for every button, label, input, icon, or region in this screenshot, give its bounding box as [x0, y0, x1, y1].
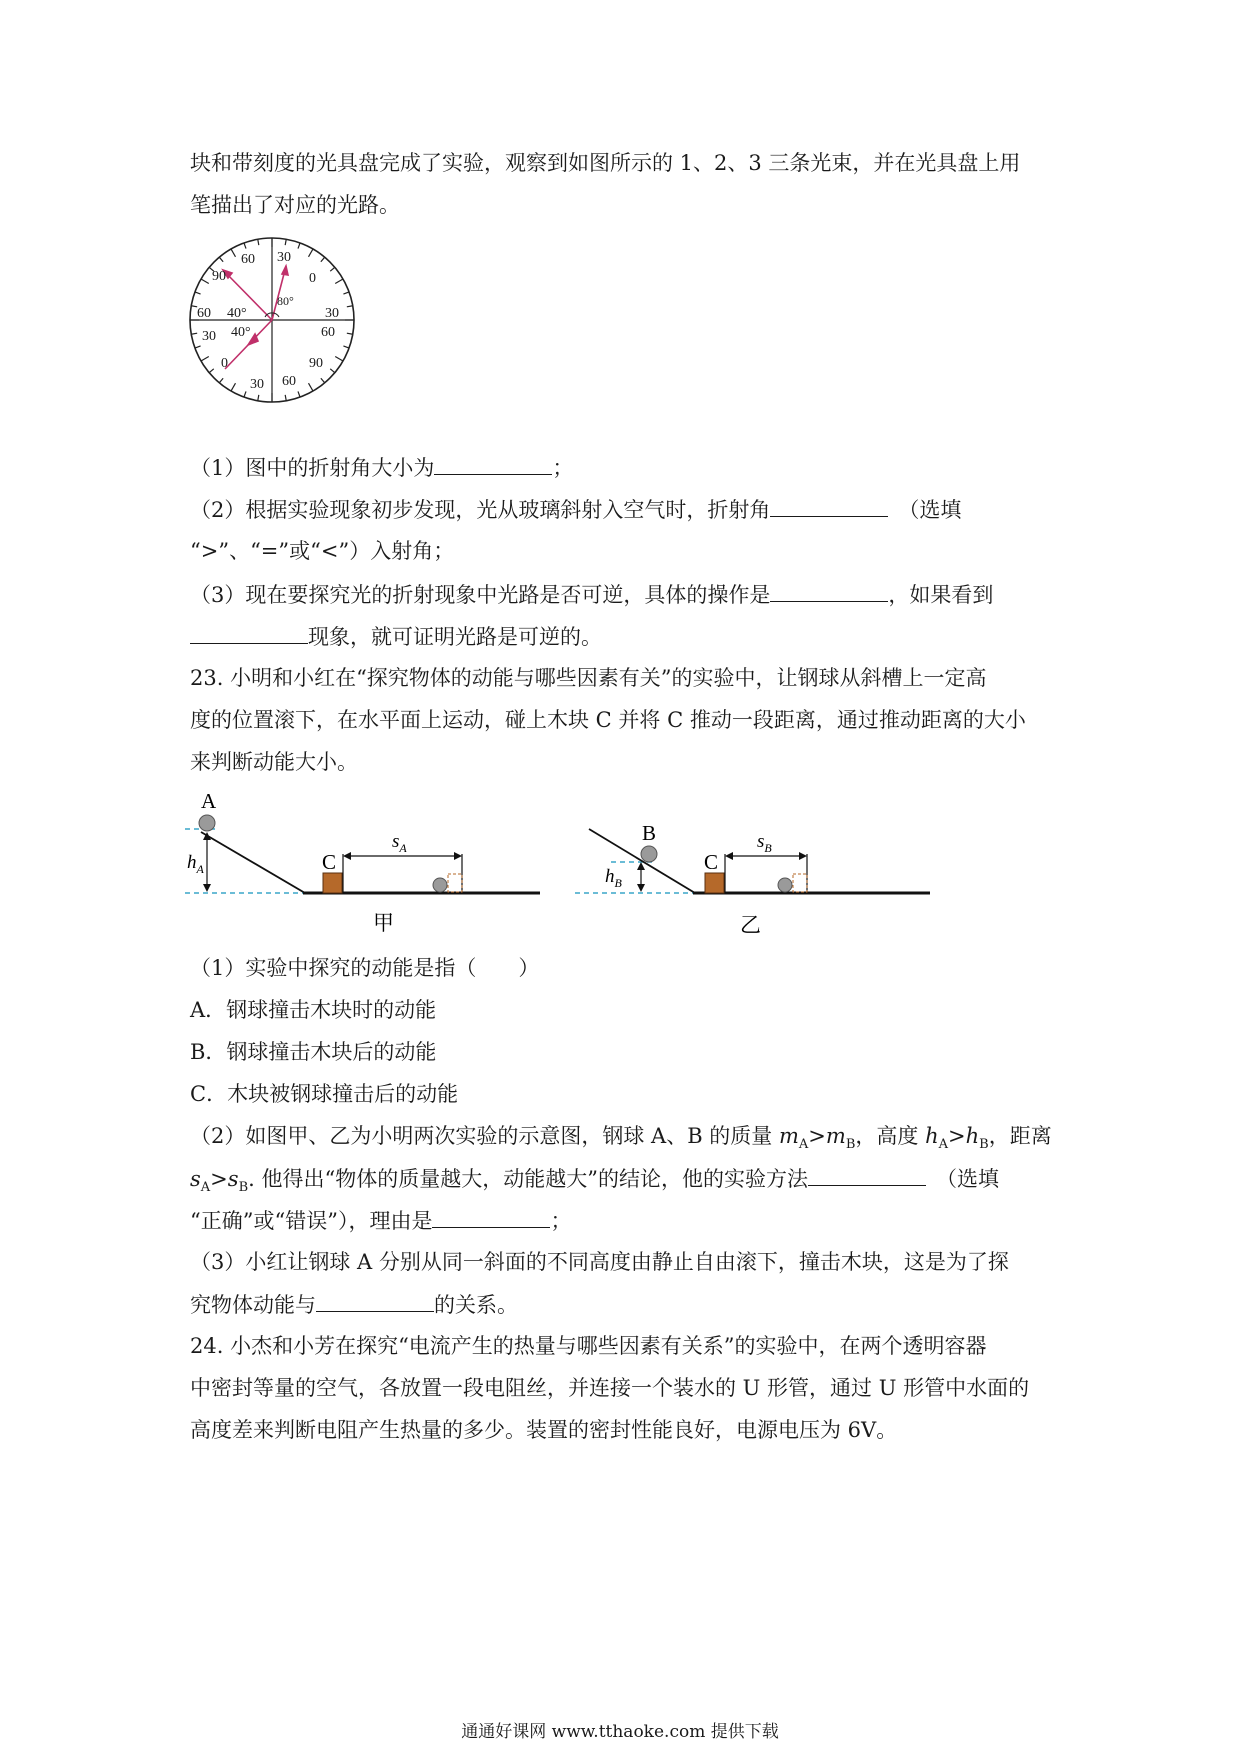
- q23-p3-text: 究物体动能与: [190, 1293, 316, 1317]
- answer-blank[interactable]: [770, 579, 888, 602]
- figure-caption: 乙: [740, 913, 761, 937]
- protractor-tick: [321, 257, 325, 262]
- q23-line-1: 23. 小明和小红在“探究物体的动能与哪些因素有关”的实验中，让钢球从斜槽上一定高: [190, 666, 987, 690]
- label-r60: 60: [321, 325, 335, 340]
- protractor-tick: [309, 383, 314, 391]
- var-h: h: [965, 1124, 980, 1148]
- figure-caption: 甲: [373, 911, 394, 935]
- distance-label: $s_B$: [757, 831, 772, 855]
- figure-yi: [575, 790, 945, 940]
- q22-p1-text: （1）图中的折射角大小为: [190, 456, 435, 480]
- label-t30: 30: [277, 250, 291, 265]
- q22-p2-tail: （选填: [898, 498, 962, 522]
- label-t60: 60: [241, 252, 255, 267]
- protractor-tick: [231, 249, 236, 257]
- var-h: h: [925, 1124, 939, 1148]
- q23-option-b[interactable]: B．钢球撞击木块后的动能: [190, 1040, 437, 1064]
- gt-sign: >: [808, 1124, 826, 1148]
- protractor-tick: [298, 391, 300, 397]
- label-l60: 60: [197, 306, 211, 321]
- answer-blank[interactable]: [432, 1205, 550, 1228]
- protractor-tick: [330, 267, 335, 271]
- q23-part3-line2: [190, 1289, 518, 1320]
- gt-sign: >: [948, 1124, 966, 1148]
- block-c: [705, 873, 724, 893]
- protractor-tick: [321, 378, 325, 383]
- q24-line-1: 24. 小杰和小芳在探究“电流产生的热量与哪些因素有关系”的实验中，在两个透明容器: [190, 1334, 987, 1358]
- q22-p2-text: （2）根据实验现象初步发现，光从玻璃斜射入空气时，折射角: [190, 498, 771, 522]
- q22-p1-end: ；: [552, 456, 574, 480]
- block-label: C: [322, 850, 337, 874]
- height-label: $h_B$: [605, 866, 622, 890]
- q23-part3-line1: （3）小红让钢球 A 分别从同一斜面的不同高度由静止自由滚下，撞击木块，这是为了探: [190, 1250, 1009, 1274]
- figure-jia: [185, 790, 555, 940]
- sub-a: A: [200, 1180, 211, 1196]
- intro-line-1: 块和带刻度的光具盘完成了实验，观察到如图所示的 1、2、3 三条光束，并在光具盘上用: [190, 151, 1021, 175]
- label-b60: 60: [282, 374, 296, 389]
- label-r30: 30: [325, 306, 339, 321]
- label-b0: 0: [221, 356, 228, 371]
- protractor-tick: [219, 378, 223, 383]
- q22-part1: [190, 452, 573, 483]
- protractor-tick: [244, 243, 246, 249]
- protractor-tick: [335, 357, 343, 362]
- q24-line-2: 中密封等量的空气，各放置一段电阻丝，并连接一个装水的 U 形管，通过 U 形管中水面的: [190, 1376, 1030, 1400]
- protractor-tick: [347, 333, 353, 334]
- answer-blank[interactable]: [808, 1163, 926, 1186]
- protractor-tick: [244, 391, 246, 397]
- q22-part2-cont: “>”、“=”或“<”）入射角；: [190, 539, 455, 563]
- gt-sign: >: [210, 1167, 228, 1191]
- q23-p2-text: . 他得出“物体的质量越大，动能越大”的结论，他的实验方法: [248, 1167, 808, 1191]
- protractor-tick: [343, 346, 349, 348]
- q23-part1: （1）实验中探究的动能是指（ ）: [190, 956, 540, 980]
- label-b30: 30: [250, 377, 264, 392]
- ball-label: B: [642, 821, 657, 845]
- q23-option-a[interactable]: A．钢球撞击木块时的动能: [190, 998, 437, 1022]
- ball-a: [199, 815, 215, 831]
- q23-p2-text: ，高度: [855, 1124, 926, 1148]
- distance-label: $s_A$: [392, 831, 407, 855]
- label-l30: 30: [202, 329, 216, 344]
- height-label: $h_A$: [187, 852, 204, 876]
- protractor-tick: [209, 369, 214, 373]
- q23-part2-line3: [190, 1205, 571, 1236]
- protractor-tick: [201, 357, 209, 362]
- label-l40: 40°: [227, 306, 247, 321]
- sub-a: A: [938, 1137, 948, 1153]
- label-a80: 80°: [277, 294, 294, 308]
- label-t0: 0: [309, 271, 316, 286]
- protractor-tick: [201, 279, 209, 284]
- q24-line-3: 高度差来判断电阻产生热量的多少。装置的密封性能良好，电源电压为 6V。: [190, 1418, 898, 1442]
- protractor-tick: [231, 383, 236, 391]
- q23-line-3: 来判断动能大小。: [190, 750, 358, 774]
- q23-p2-text: “正确”或“错误”），理由是: [190, 1209, 433, 1233]
- ball-label: A: [201, 790, 217, 813]
- protractor-tick: [258, 395, 259, 401]
- sub-a: A: [798, 1137, 809, 1153]
- protractor-tick: [219, 257, 223, 262]
- q23-p2-text: ，距离: [988, 1124, 1052, 1148]
- protractor-tick: [191, 333, 197, 334]
- ball-after: [433, 878, 447, 892]
- q23-p2-tail: （选填: [935, 1167, 999, 1191]
- q22-part3-cont: [190, 621, 602, 652]
- protractor-tick: [298, 243, 300, 249]
- block-label: C: [704, 850, 719, 874]
- protractor-tick: [195, 292, 201, 294]
- var-m: m: [825, 1124, 846, 1148]
- label-l40b: 40°: [231, 325, 251, 340]
- protractor-tick: [347, 306, 353, 307]
- ramp: [201, 832, 305, 893]
- protractor-tick: [258, 239, 259, 245]
- var-s: s: [227, 1167, 239, 1191]
- protractor-tick: [309, 249, 314, 257]
- var-m: m: [778, 1124, 799, 1148]
- block-c: [323, 873, 342, 893]
- sub-b: B: [238, 1180, 249, 1196]
- ball-after: [778, 878, 792, 892]
- answer-blank[interactable]: [434, 452, 552, 475]
- protractor-tick: [335, 279, 343, 284]
- q23-line-2: 度的位置滚下，在水平面上运动，碰上木块 C 并将 C 推动一段距离，通过推动距离的大小: [190, 708, 1026, 732]
- var-s: s: [190, 1167, 201, 1191]
- intro-line-2: 笔描出了对应的光路。: [190, 193, 400, 217]
- q23-p2-end: ；: [550, 1209, 572, 1233]
- q23-part2-line1: [190, 1121, 1052, 1160]
- protractor-tick: [285, 395, 286, 401]
- protractor-tick: [330, 369, 335, 373]
- q23-p3-end: 的关系。: [434, 1293, 518, 1317]
- protractor-tick: [285, 239, 286, 245]
- q22-part2: [190, 494, 961, 525]
- protractor-tick: [195, 346, 201, 348]
- q22-p3-end: 现象，就可证明光路是可逆的。: [308, 625, 602, 649]
- label-r90: 90: [309, 356, 323, 371]
- block-after: [793, 874, 807, 892]
- answer-blank[interactable]: [770, 494, 888, 517]
- q23-part2-line2: [190, 1163, 999, 1203]
- answer-blank[interactable]: [190, 621, 308, 644]
- q22-p3-tail: ，如果看到: [888, 583, 994, 607]
- q23-option-c[interactable]: C．木块被钢球撞击后的动能: [190, 1082, 459, 1106]
- q22-part3: [190, 579, 993, 610]
- sub-b: B: [979, 1137, 989, 1153]
- q22-p3-text: （3）现在要探究光的折射现象中光路是否可逆，具体的操作是: [190, 583, 771, 607]
- page-footer[interactable]: 通通好课网 www.tthaoke.com 提供下载: [461, 1722, 779, 1742]
- protractor-tick: [343, 292, 349, 294]
- answer-blank[interactable]: [316, 1289, 434, 1312]
- label-t90: 90: [212, 269, 226, 284]
- q23-p2-text: （2）如图甲、乙为小明两次实验的示意图，钢球 A、B 的质量: [190, 1124, 779, 1148]
- sub-b: B: [845, 1137, 856, 1153]
- block-after: [448, 874, 462, 892]
- protractor-figure: [185, 233, 360, 408]
- ball-b: [641, 846, 657, 862]
